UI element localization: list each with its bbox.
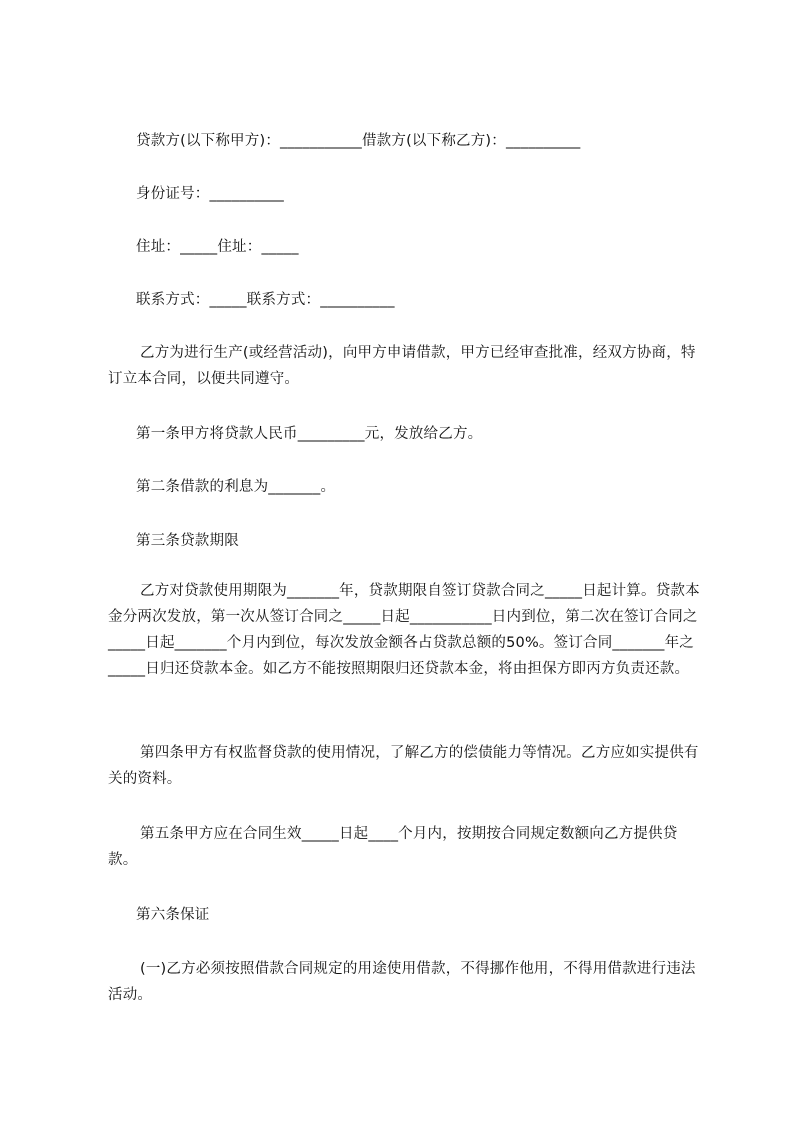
article-2: 第二条借款的利息为_______。 bbox=[136, 479, 336, 495]
article-6-heading: 第六条保证 bbox=[136, 907, 210, 923]
article-6-clause-1: (一)乙方必须按照借款合同规定的用途使用借款，不得挪作他用，不得用借款进行违法活动。 bbox=[108, 961, 696, 1003]
article-1: 第一条甲方将贷款人民币_________元，发放给乙方。 bbox=[136, 426, 483, 442]
contact-line: 联系方式：_____联系方式：__________ bbox=[136, 292, 395, 308]
address-line: 住址：_____住址：_____ bbox=[136, 239, 299, 255]
article-5: 第五条甲方应在合同生效_____日起____个月内，按期按合同规定数额向乙方提供贷款。 bbox=[108, 826, 678, 868]
id-number-line: 身份证号：__________ bbox=[136, 186, 284, 202]
article-3-heading: 第三条贷款期限 bbox=[136, 533, 239, 549]
article-4: 第四条甲方有权监督贷款的使用情况，了解乙方的偿债能力等情况。乙方应如实提供有关的资料。 bbox=[108, 745, 699, 787]
article-3-body: 乙方对贷款使用期限为_______年，贷款期限自签订贷款合同之_____日起计算。贷款本金分两次发放，第一次从签订合同之_____日起___________日内到位，第二次在签订合同之_____日起_______个月内到位，每次发放金额各占贷款总额的50%。签订合同_______年之_____日归还贷款本金。如乙方不能按照期限归还贷款本金，将由担保方即丙方负责还款。 bbox=[108, 583, 700, 677]
parties-line: 贷款方(以下称甲方)：___________借款方(以下称乙方)：__________ bbox=[136, 133, 581, 149]
preamble-paragraph: 乙方为进行生产(或经营活动)，向甲方申请借款，甲方已经审查批准，经双方协商，特订立本合同，以便共同遵守。 bbox=[108, 345, 696, 387]
